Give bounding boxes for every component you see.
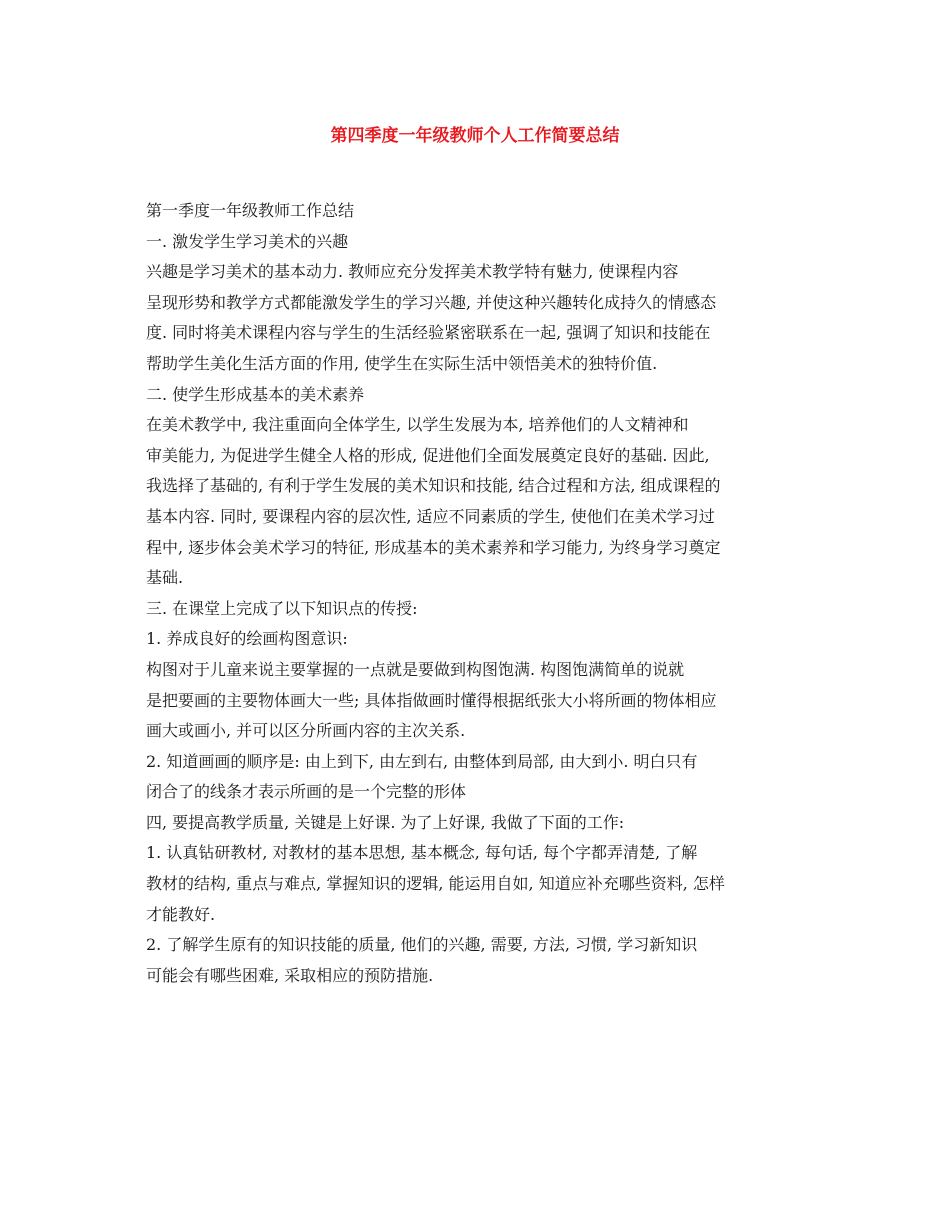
paragraph-line: 基本内容. 同时, 要课程内容的层次性, 适应不同素质的学生, 使他们在美术学习过: [146, 506, 715, 526]
paragraph-line: 是把要画的主要物体画大一些; 具体指做画时懂得根据纸张大小将所画的物体相应: [146, 690, 717, 710]
paragraph-line: 度. 同时将美术课程内容与学生的生活经验紧密联系在一起, 强调了知识和技能在: [146, 323, 711, 343]
paragraph-line: 基础.: [146, 568, 184, 588]
document-title: 第四季度一年级教师个人工作简要总结: [330, 126, 620, 146]
paragraph-line: 画大或画小, 并可以区分所画内容的主次关系.: [146, 721, 466, 741]
paragraph-line: 构图对于儿童来说主要掌握的一点就是要做到构图饱满. 构图饱满简单的说就: [146, 659, 685, 679]
paragraph: [146, 380, 806, 411]
paragraph-line: 兴趣是学习美术的基本动力. 教师应充分发挥美术教学特有魅力, 使课程内容: [146, 262, 679, 282]
paragraph: [146, 594, 806, 625]
paragraph-line: 在美术教学中, 我注重面向全体学生, 以学生发展为本, 培养他们的人文精神和: [146, 415, 689, 435]
paragraph: [146, 747, 806, 808]
paragraph: [146, 227, 806, 258]
paragraph-line: 才能教好.: [146, 904, 216, 924]
paragraph: [146, 808, 806, 839]
paragraph: [146, 838, 806, 930]
paragraph-line: 第一季度一年级教师工作总结: [146, 201, 355, 220]
document-body: [146, 196, 806, 991]
paragraph-line: 2. 了解学生原有的知识技能的质量, 他们的兴趣, 需要, 方法, 习惯, 学习新知识: [146, 935, 698, 955]
paragraph-line: 1. 认真钻研教材, 对教材的基本思想, 基本概念, 每句话, 每个字都弄清楚, 了解: [146, 843, 698, 863]
paragraph-line: 审美能力, 为促进学生健全人格的形成, 促进他们全面发展奠定良好的基础. 因此,: [146, 445, 710, 465]
paragraph-line: 教材的结构, 重点与难点, 掌握知识的逻辑, 能运用自如, 知道应补充哪些资料, 怎样: [146, 874, 725, 894]
paragraph: [146, 655, 806, 747]
paragraph-line: 四, 要提高教学质量, 关键是上好课. 为了上好课, 我做了下面的工作:: [146, 812, 625, 832]
paragraph-line: 闭合了的线条才表示所画的是一个完整的形体: [146, 782, 467, 802]
paragraph-line: 二. 使学生形成基本的美术素养: [146, 384, 365, 404]
paragraph-line: 1. 养成良好的绘画构图意识:: [146, 629, 348, 649]
paragraph-line: 程中, 逐步体会美术学习的特征, 形成基本的美术素养和学习能力, 为终身学习奠定: [146, 537, 721, 557]
paragraph-line: 呈现形势和教学方式都能激发学生的学习兴趣, 并使这种兴趣转化成持久的情感态: [146, 292, 717, 312]
paragraph-line: 一. 激发学生学习美术的兴趣: [146, 231, 349, 251]
paragraph-line: 三. 在课堂上完成了以下知识点的传授:: [146, 598, 418, 618]
paragraph-line: 帮助学生美化生活方面的作用, 使学生在实际生活中领悟美术的独特价值.: [146, 353, 658, 373]
paragraph: [146, 410, 806, 594]
paragraph-line: 我选择了基础的, 有利于学生发展的美术知识和技能, 结合过程和方法, 组成课程的: [146, 476, 721, 496]
paragraph-line: 可能会有哪些困难, 采取相应的预防措施.: [146, 965, 434, 985]
paragraph: [146, 196, 806, 227]
paragraph: [146, 624, 806, 655]
paragraph: [146, 930, 806, 991]
paragraph: [146, 257, 806, 379]
paragraph-line: 2. 知道画画的顺序是: 由上到下, 由左到右, 由整体到局部, 由大到小. 明白只有: [146, 751, 698, 771]
